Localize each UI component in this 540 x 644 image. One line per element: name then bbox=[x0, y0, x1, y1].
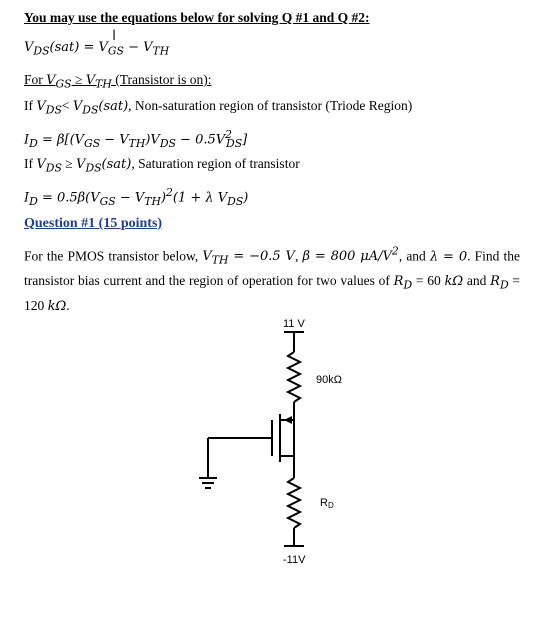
triode-condition: If $V_{DS}< V_{DS}(sat)$, Non-saturation region of transistor (Triode Region) bbox=[24, 98, 413, 117]
sat-eq: $I_D = 0.5\beta(V_{GS} - V_{TH})^2(1 + \lambda$ $V_{DS}$) bbox=[24, 186, 249, 208]
pmos-arrow-icon bbox=[284, 416, 292, 424]
triode-eq: $I_D = \beta[(V_{GS} - V_{TH})V_{DS} - 0.5V^2_{DS}]$ bbox=[24, 128, 248, 150]
ground-icon bbox=[199, 478, 217, 488]
question-text: For the PMOS transistor below, $V_{TH} = -0.5$ V, β = 800 $\mu A/V^2$, and λ = 0. Find the transistor bias current and the region of operation for two values of $R_D = 60$ kΩ and $R_D = 120$ kΩ. bbox=[24, 245, 521, 314]
resistor-top bbox=[288, 352, 300, 402]
sat-condition: If $V_{DS} \ge V_{DS}(sat)$, Saturation region of transistor bbox=[24, 156, 300, 175]
eq-vds-sat: $V_{DS}(sat) = V_{GS} - V_{TH}$ bbox=[24, 40, 170, 58]
resistor-bottom bbox=[288, 478, 300, 528]
label-r-bottom: RD bbox=[320, 497, 334, 510]
header-text: You may use the equations below for solving Q #1 and Q #2: bbox=[24, 10, 370, 25]
question-title: Question #1 (15 points) bbox=[24, 216, 163, 231]
label-top-supply: 11 V bbox=[283, 318, 305, 330]
label-bottom-supply: -11V bbox=[283, 554, 306, 566]
text-cursor-icon: I bbox=[112, 28, 117, 44]
cond-on: For $V_{GS} \ge V_{TH}$ (Transistor is on): bbox=[24, 72, 212, 91]
label-r-top: 90kΩ bbox=[316, 374, 342, 386]
